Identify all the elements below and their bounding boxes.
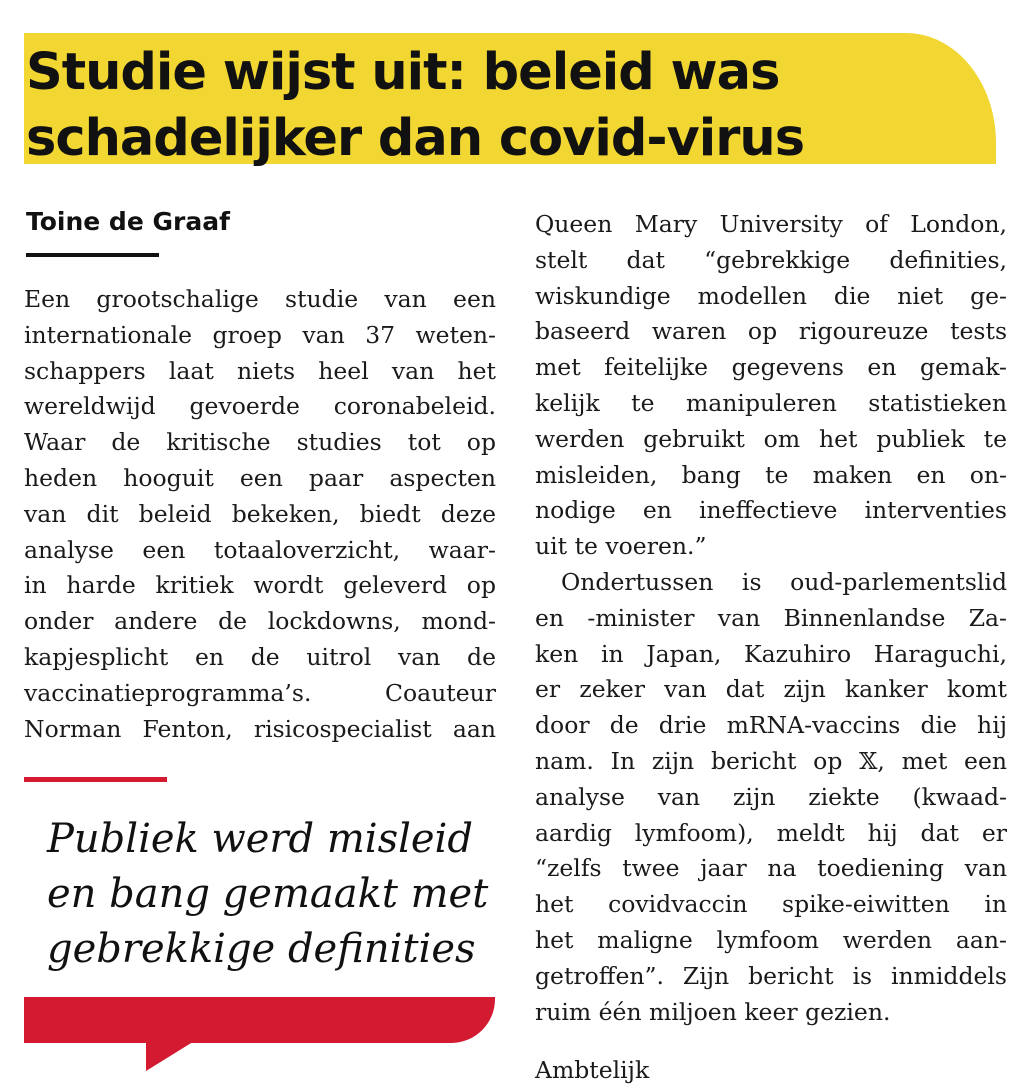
text-line: Een grootschalige studie van een — [24, 285, 496, 313]
text-line: in harde kritiek wordt geleverd op — [24, 571, 496, 600]
text-line: analyse van zijn ziekte (kwaad- — [535, 782, 1007, 811]
text-line: Ondertussen is oud-parlementslid — [561, 567, 1007, 596]
text-line: internationale groep van 37 weten- — [24, 320, 496, 349]
text-line: met feitelijke gegevens en gemak- — [535, 353, 1007, 382]
text-line: het covidvaccin spike-eiwitten in — [535, 890, 1007, 919]
text-line: het maligne lymfoom werden aan- — [535, 925, 1007, 954]
text-line: “zelfs twee jaar na toediening van — [535, 854, 1007, 883]
pull-quote-line: gebrekkige definities — [47, 926, 476, 972]
text-line: en -minister van Binnenlandse Za- — [535, 603, 1007, 632]
text-line: vaccinatieprogramma’s. Coauteur — [24, 678, 496, 707]
text-line: ken in Japan, Kazuhiro Haraguchi, — [535, 639, 1007, 668]
text-line: nam. In zijn bericht op 𝕏, met een — [535, 746, 1007, 775]
headline — [26, 40, 804, 172]
text-line: van dit beleid bekeken, biedt deze — [24, 499, 496, 528]
cut-off-subheading: Ambtelijk — [535, 1056, 650, 1084]
text-line: er zeker van dat zijn kanker komt — [535, 675, 1007, 704]
text-line: analyse een totaaloverzicht, waar- — [24, 535, 496, 564]
text-line: getroffen”. Zijn bericht is inmiddels — [535, 961, 1007, 990]
text-line: nodige en ineffectieve interventies — [535, 496, 1007, 525]
pull-quote-divider — [24, 777, 167, 782]
article-column-right — [535, 207, 1007, 1030]
text-line: wiskundige modellen die niet ge- — [535, 281, 1007, 310]
headline-line: schadelijker dan covid-virus — [26, 109, 805, 168]
text-line: ruim één miljoen keer gezien. — [535, 997, 891, 1026]
text-line: baseerd waren op rigoureuze tests — [535, 317, 1007, 346]
text-line: schappers laat niets heel van het — [24, 356, 496, 385]
text-line: misleiden, bang te maken en on- — [535, 460, 1007, 489]
author-byline: Toine de Graaf — [26, 207, 230, 236]
author-divider — [26, 253, 159, 257]
text-line: kelijk te manipuleren statistieken — [535, 388, 1007, 417]
text-line: Queen Mary University of London, — [535, 210, 1007, 238]
text-line: onder andere de lockdowns, mond- — [24, 607, 496, 636]
text-line: wereldwijd gevoerde coronabeleid. — [24, 392, 496, 421]
pull-quote-line: en bang gemaakt met — [47, 871, 489, 917]
pull-quote-line: Publiek werd misleid — [47, 816, 473, 862]
text-line: werden gebruikt om het publiek te — [535, 424, 1007, 453]
text-line: uit te voeren.” — [535, 532, 707, 561]
text-line: kapjesplicht en de uitrol van de — [24, 642, 496, 671]
text-line: door de drie mRNA-vaccins die hij — [535, 711, 1007, 740]
pull-quote — [47, 812, 488, 977]
pull-quote-banner — [24, 997, 495, 1043]
text-line: heden hooguit een paar aspecten — [24, 463, 496, 492]
article-column-left — [24, 282, 496, 747]
text-line: stelt dat “gebrekkige definities, — [535, 245, 1007, 274]
text-line: aardig lymfoom), meldt hij dat er — [535, 818, 1007, 847]
text-line: Norman Fenton, risicospecialist aan — [24, 714, 496, 743]
headline-line: Studie wijst uit: beleid was — [26, 43, 780, 102]
text-line: Waar de kritische studies tot op — [24, 428, 496, 457]
speech-bubble-tail — [146, 1040, 196, 1071]
